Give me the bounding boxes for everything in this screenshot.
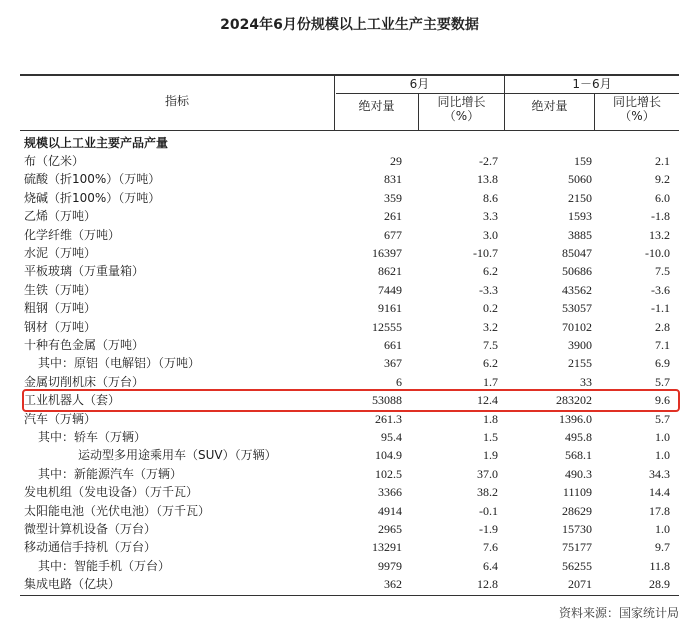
row-name: 其中：新能源汽车（万辆） (38, 466, 183, 481)
row-name: 烧碱（折100%）（万吨） (24, 190, 161, 205)
header-mid-rule (336, 93, 679, 94)
ytd-growth-cell: 6.0 (655, 190, 670, 205)
month-absolute-cell: 104.9 (375, 448, 402, 463)
table-row (20, 336, 679, 354)
ytd-growth-cell: 9.2 (655, 172, 670, 187)
header-growth-unit: （%） (619, 109, 655, 123)
ytd-absolute-cell: 2155 (568, 356, 592, 371)
table-row (20, 244, 679, 262)
header-indicator: 指标 (164, 94, 189, 108)
row-name: 运动型多用途乘用车（SUV）（万辆） (78, 448, 277, 463)
ytd-growth-cell: 34.3 (649, 466, 670, 481)
table-row (20, 318, 679, 336)
month-growth-cell: 3.0 (483, 227, 498, 242)
table-row (20, 428, 679, 446)
month-absolute-cell: 677 (384, 227, 402, 242)
ytd-growth-cell: -1.8 (651, 209, 670, 224)
table-row (20, 575, 679, 593)
ytd-absolute-cell: 43562 (562, 282, 592, 297)
ytd-growth-cell: 1.0 (655, 522, 670, 536)
ytd-absolute-cell: 33 (580, 374, 592, 389)
ytd-absolute-cell: 11109 (562, 485, 592, 500)
row-name: 金属切削机床（万台） (24, 374, 145, 389)
month-absolute-cell: 9979 (378, 558, 402, 573)
table-row (20, 557, 679, 575)
ytd-growth-cell: 17.8 (649, 503, 670, 518)
row-name: 硫酸（折100%）（万吨） (24, 172, 161, 187)
table-row (20, 226, 679, 244)
month-growth-cell: 38.2 (477, 485, 498, 500)
row-name: 工业机器人（套） (24, 393, 121, 408)
header-month-absolute: 绝对量 (358, 99, 395, 113)
month-absolute-cell: 6 (396, 374, 402, 389)
month-absolute-cell: 261 (384, 209, 402, 224)
ytd-absolute-cell: 3885 (568, 227, 592, 242)
ytd-absolute-cell: 159 (574, 154, 592, 168)
month-absolute-cell: 7449 (378, 282, 402, 297)
month-growth-cell: 12.8 (477, 577, 498, 592)
month-absolute-cell: 53088 (372, 393, 402, 408)
month-growth-cell: -10.7 (473, 246, 498, 260)
header-ytd: 1－6月 (572, 77, 612, 91)
ytd-growth-cell: 5.7 (655, 374, 670, 389)
table-bottom-rule (20, 595, 679, 596)
row-name: 移动通信手持机（万台） (24, 540, 157, 555)
month-growth-cell: -2.7 (479, 154, 498, 168)
ytd-absolute-cell: 495.8 (565, 430, 592, 444)
month-growth-cell: 6.4 (483, 558, 498, 573)
table-row (20, 189, 679, 207)
ytd-growth-cell: 2.1 (655, 154, 670, 168)
month-growth-cell: 6.2 (483, 356, 498, 371)
table-row (20, 538, 679, 556)
row-name: 微型计算机设备（万台） (24, 522, 157, 536)
table-row (20, 262, 679, 280)
header-ytd-growth (595, 95, 679, 123)
ytd-absolute-cell: 3900 (568, 338, 592, 352)
month-absolute-cell: 8621 (378, 264, 402, 279)
month-absolute-cell: 9161 (378, 301, 402, 316)
section-label: 规模以上工业主要产品产量 (24, 136, 169, 150)
month-absolute-cell: 359 (384, 190, 402, 205)
row-name: 其中：轿车（万辆） (38, 430, 147, 444)
row-name: 发电机组（发电设备）（万千瓦） (24, 485, 199, 500)
header-month: 6月 (409, 77, 430, 91)
ytd-absolute-cell: 56255 (562, 558, 592, 573)
row-name: 布（亿米） (24, 154, 85, 168)
ytd-growth-cell: 6.9 (655, 356, 670, 371)
row-name: 钢材（万吨） (24, 319, 97, 334)
row-name: 生铁（万吨） (24, 282, 97, 297)
data-table (20, 74, 679, 602)
header-growth-unit: （%） (443, 109, 480, 123)
table-top-rule (20, 74, 679, 76)
table-row (20, 446, 679, 464)
page-title: 2024年6月份规模以上工业生产主要数据 (220, 17, 479, 33)
month-growth-cell: 3.2 (483, 319, 498, 334)
month-growth-cell: 37.0 (477, 466, 498, 481)
header-month-growth (419, 95, 504, 123)
source-note: 资料来源：国家统计局 (558, 606, 679, 620)
row-name: 乙烯（万吨） (24, 209, 97, 224)
ytd-absolute-cell: 85047 (562, 246, 592, 260)
row-name: 集成电路（亿块） (24, 577, 121, 592)
row-name: 太阳能电池（光伏电池）（万千瓦） (24, 503, 211, 518)
ytd-absolute-cell: 53057 (562, 301, 592, 316)
row-name: 汽车（万辆） (24, 411, 97, 426)
month-growth-cell: 0.2 (483, 301, 498, 316)
table-row (20, 502, 679, 520)
month-absolute-cell: 261.3 (375, 411, 402, 426)
ytd-absolute-cell: 50686 (562, 264, 592, 279)
month-growth-cell: 7.6 (483, 540, 498, 555)
row-name: 水泥（万吨） (24, 246, 97, 260)
row-name: 化学纤维（万吨） (24, 227, 121, 242)
month-growth-cell: 1.9 (483, 448, 498, 463)
ytd-growth-cell: 7.5 (655, 264, 670, 279)
ytd-absolute-cell: 5060 (568, 172, 592, 187)
ytd-growth-cell: -3.6 (651, 282, 670, 297)
month-absolute-cell: 95.4 (381, 430, 402, 444)
month-growth-cell: 1.7 (483, 374, 498, 389)
month-absolute-cell: 29 (390, 154, 402, 168)
header-growth-label: 同比增长 (612, 95, 661, 109)
header-bottom-rule (20, 130, 679, 131)
row-name: 其中：原铝（电解铝）（万吨） (38, 356, 201, 371)
month-growth-cell: 7.5 (483, 338, 498, 352)
ytd-absolute-cell: 15730 (562, 522, 592, 536)
month-absolute-cell: 3366 (378, 485, 402, 500)
month-absolute-cell: 102.5 (375, 466, 402, 481)
month-absolute-cell: 4914 (378, 503, 402, 518)
highlight-box (22, 389, 680, 412)
ytd-growth-cell: 9.6 (655, 393, 670, 408)
table-row (20, 410, 679, 428)
month-growth-cell: -1.9 (479, 522, 498, 536)
table-row (20, 299, 679, 317)
month-absolute-cell: 13291 (372, 540, 402, 555)
ytd-growth-cell: -1.1 (651, 301, 670, 316)
table-row (20, 354, 679, 372)
month-growth-cell: -3.3 (479, 282, 498, 297)
month-absolute-cell: 362 (384, 577, 402, 592)
table-row (20, 465, 679, 483)
ytd-growth-cell: -10.0 (645, 246, 670, 260)
month-growth-cell: 1.5 (483, 430, 498, 444)
month-growth-cell: 13.8 (477, 172, 498, 187)
ytd-absolute-cell: 490.3 (565, 466, 592, 481)
ytd-growth-cell: 11.8 (649, 558, 670, 573)
row-name: 其中：智能手机（万台） (38, 558, 171, 573)
ytd-growth-cell: 28.9 (649, 577, 670, 592)
table-row (20, 483, 679, 501)
ytd-growth-cell: 14.4 (649, 485, 670, 500)
table-row (20, 207, 679, 225)
ytd-growth-cell: 13.2 (649, 227, 670, 242)
ytd-absolute-cell: 70102 (562, 319, 592, 334)
ytd-absolute-cell: 75177 (562, 540, 592, 555)
ytd-growth-cell: 7.1 (655, 338, 670, 352)
month-absolute-cell: 367 (384, 356, 402, 371)
month-growth-cell: 8.6 (483, 190, 498, 205)
month-absolute-cell: 661 (384, 338, 402, 352)
month-absolute-cell: 2965 (378, 522, 402, 536)
month-growth-cell: 3.3 (483, 209, 498, 224)
month-growth-cell: 1.8 (483, 411, 498, 426)
ytd-growth-cell: 1.0 (655, 430, 670, 444)
month-growth-cell: 12.4 (477, 393, 498, 408)
ytd-absolute-cell: 28629 (562, 503, 592, 518)
month-growth-cell: -0.1 (479, 503, 498, 518)
ytd-absolute-cell: 283202 (556, 393, 592, 408)
ytd-absolute-cell: 2071 (568, 577, 592, 592)
table-row (20, 170, 679, 188)
ytd-growth-cell: 5.7 (655, 411, 670, 426)
table-row (20, 281, 679, 299)
ytd-growth-cell: 1.0 (655, 448, 670, 463)
ytd-absolute-cell: 2150 (568, 190, 592, 205)
ytd-absolute-cell: 1593 (568, 209, 592, 224)
ytd-growth-cell: 2.8 (655, 319, 670, 334)
month-absolute-cell: 16397 (372, 246, 402, 260)
header-ytd-absolute: 绝对量 (531, 99, 568, 113)
ytd-absolute-cell: 568.1 (565, 448, 592, 463)
month-growth-cell: 6.2 (483, 264, 498, 279)
row-name: 粗钢（万吨） (24, 301, 97, 316)
header-growth-label: 同比增长 (437, 95, 486, 109)
ytd-growth-cell: 9.7 (655, 540, 670, 555)
ytd-absolute-cell: 1396.0 (559, 411, 592, 426)
table-row (20, 152, 679, 170)
row-name: 十种有色金属（万吨） (24, 338, 145, 352)
row-name: 平板玻璃（万重量箱） (24, 264, 145, 279)
table-row (20, 520, 679, 538)
month-absolute-cell: 831 (384, 172, 402, 187)
month-absolute-cell: 12555 (372, 319, 402, 334)
